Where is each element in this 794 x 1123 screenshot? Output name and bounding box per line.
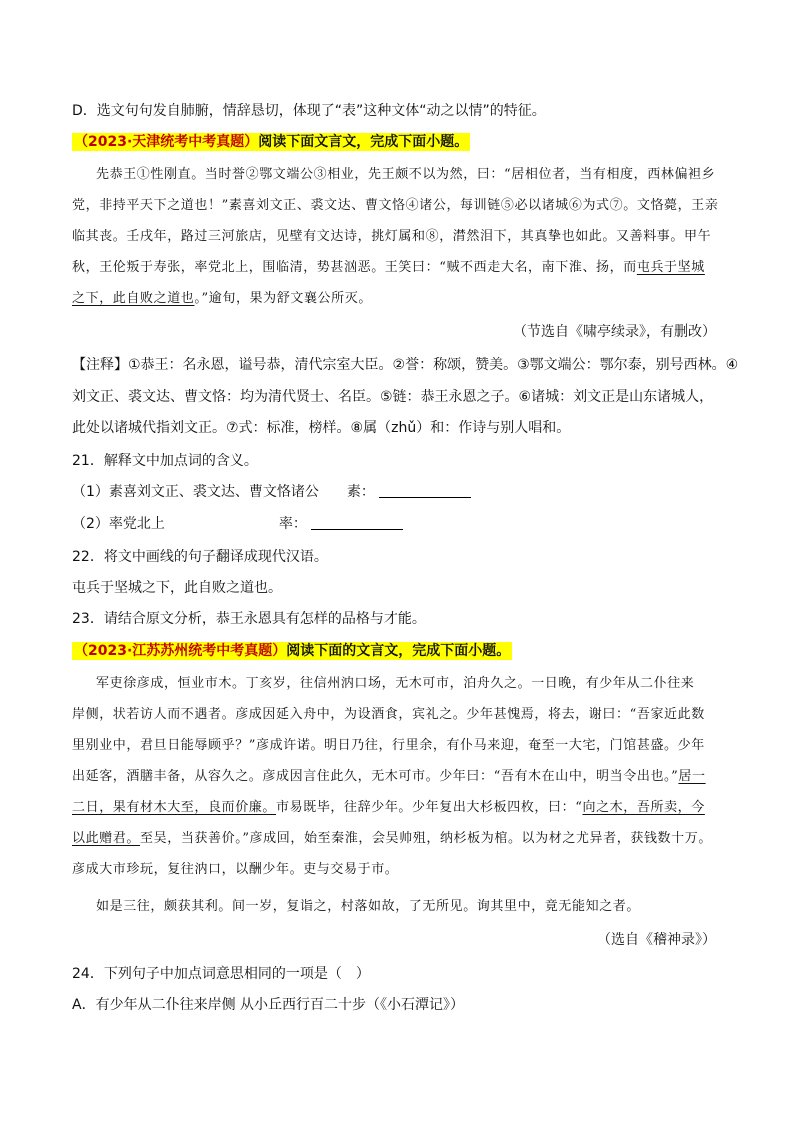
passage2-source-tag: （2023·江苏苏州统考中考真题）阅读下面的文言文，完成下面小题。	[74, 643, 511, 659]
passage1-line-1: 先恭王①性刚直。当时誉②鄂文端公③相业，先王颇不以为然，曰：“居相位者，当有相度，西林偏袒乡	[96, 167, 716, 182]
passage1-source: （节选自《啸亭续录》，有删改）	[513, 324, 716, 340]
passage1-source-tag: （2023·天津统考中考真题）阅读下面文言文，完成下面小题。	[74, 134, 469, 150]
passage2-heading	[72, 641, 512, 661]
answer-blank-2[interactable]	[311, 515, 403, 530]
question-22-stem: 22．将文中画线的句子翻译成现代汉语。	[72, 549, 328, 565]
question-22-sentence: 屯兵于坚城之下，此自败之道也。	[72, 580, 282, 596]
question-21-item-1: （1）素喜刘文正、裘文达、曹文恪诸公 素：	[72, 482, 471, 502]
underlined-p2-c: 向之木，吾所卖，今	[582, 800, 705, 815]
passage2-line-1: 军吏徐彦成，恒业市木。丁亥岁，往信州汭口场，无木可市，泊舟久之。一日晚，有少年从二仆往来	[96, 676, 695, 691]
question-21-stem: 21．解释文中加点词的含义。	[72, 453, 258, 469]
underlined-p2-d: 以此赠君。	[72, 831, 141, 846]
passage1-line-5: 之下，此自败之道也。”逾旬，果为舒文襄公所灭。	[72, 291, 372, 306]
underlined-p2-b: 二日，果有材木大至，良而价廉。	[72, 800, 277, 815]
passage2-line-8: 如是三往，颇获其利。间一岁，复诣之，村落如故，了无所见。询其里中，竟无能知之者。	[96, 899, 641, 914]
underlined-sentence-part-1: 屯兵于坚城	[636, 260, 705, 275]
passage2-line-2: 岸侧，状若访人而不遇者。彦成因延入舟中，为设酒食，宾礼之。少年甚愧焉，将去，谢曰：“吾家近此数	[72, 707, 705, 722]
underlined-sentence-part-2: 之下，此自败之道也	[72, 291, 195, 306]
question-23-stem: 23．请结合原文分析，恭王永恩具有怎样的品格与才能。	[72, 611, 426, 627]
passage2-line-4: 出延客，酒膳丰备，从容久之。彦成因言住此久，无木可市。少年曰：“吾有木在山中，明当令出也。”居一	[72, 769, 706, 784]
answer-blank-1[interactable]	[379, 483, 471, 498]
notes-line-1: 【注释】①恭王：名永恩，谥号恭，清代宗室大臣。②誉：称颂，赞美。③鄂文端公：鄂尔泰，别号西林。④	[72, 357, 739, 373]
passage1-line-3: 临其丧。壬戌年，路过三河旅店，见壁有文达诗，挑灯属和⑧，潸然泪下，其真挚也如此。又善料事。甲午	[72, 229, 712, 244]
question-24-stem: 24．下列句子中加点词意思相同的一项是（ ）	[72, 966, 370, 982]
question-24-option-a: A．有少年从二仆往来岸侧 从小丘西行百二十步（《小石潭记》）	[72, 997, 465, 1013]
passage1-heading	[72, 132, 470, 152]
passage2-line-6: 以此赠君。至吴，当获善价。”彦成回，始至秦淮，会吴帅殂，纳杉板为棺。以为材之尤异者，获钱数十万。	[72, 831, 712, 846]
question-21-item-2: （2）率党北上 率：	[72, 514, 403, 534]
passage2-line-7: 彦成大市珍玩，复往汭口，以酬少年。吏与交易于市。	[72, 862, 399, 877]
option-d: D．选文句句发自肺腑，情辞恳切，体现了“表”这种文体“动之以情”的特征。	[72, 103, 546, 119]
notes-line-2: 刘文正、裘文达、曹文恪：均为清代贤士、名臣。⑤链：恭王永恩之子。⑥诸城：刘文正是山东诸城人，	[72, 389, 714, 405]
passage2-line-5: 二日，果有材木大至，良而价廉。市易既毕，往辞少年。少年复出大杉板四枚，曰：“向之木，吾所卖，今	[72, 800, 705, 815]
passage2-source: （选自《稽神录》）	[597, 932, 716, 948]
passage2-line-3: 里别业中，君旦日能辱顾乎？”彦成许诺。明日乃往，行里余，有仆马来迎，奄至一大宅，门馆甚盛。少年	[72, 738, 705, 753]
passage1-line-4: 秋，王伦叛于寿张，率党北上，围临清，势甚汹恶。王笑曰：“贼不西走大名，南下淮、扬，而屯兵于坚城	[72, 260, 705, 275]
notes-line-3: 此处以诸城代指刘文正。⑦式：标准，榜样。⑧属（zhǔ）和：作诗与别人唱和。	[72, 420, 571, 436]
underlined-p2-a: 居一	[678, 769, 706, 784]
passage1-line-2: 党，非持平天下之道也！”素喜刘文正、裘文达、曹文恪④诸公，每训链⑤必以诸城⑥为式⑦。文恪薨，王亲	[72, 198, 719, 213]
